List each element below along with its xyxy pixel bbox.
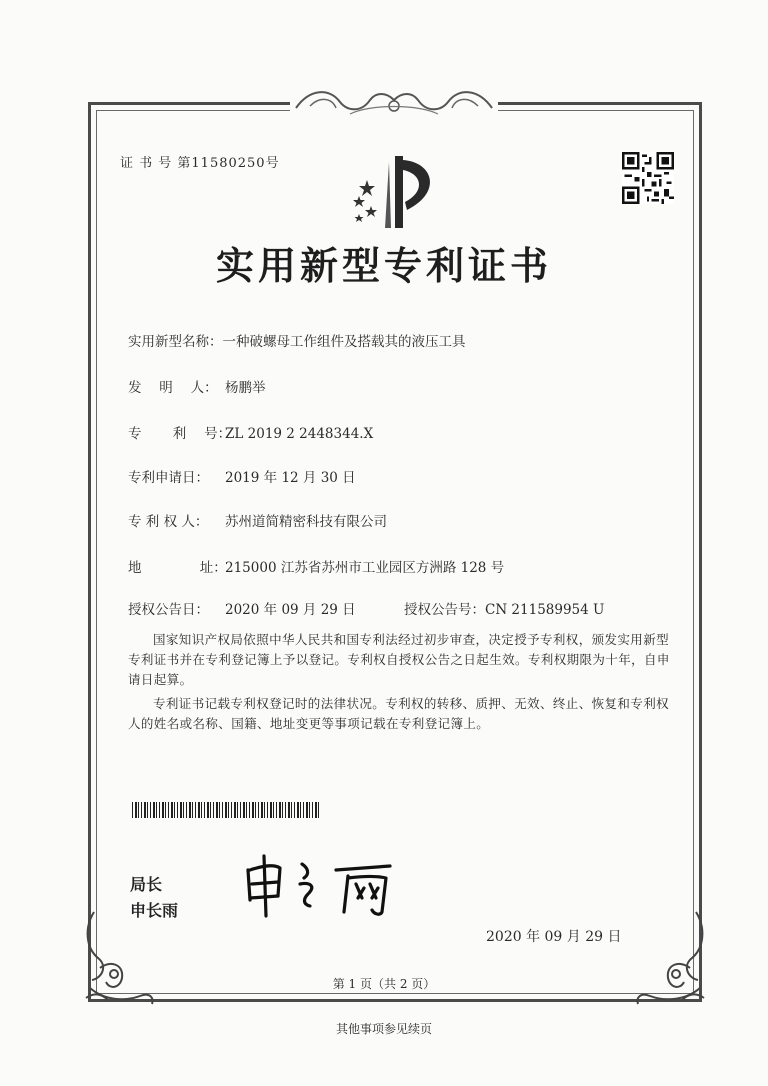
address-row xyxy=(128,556,504,576)
footer-note: 其他事项参见续页 xyxy=(335,1022,432,1036)
inventor-label: 发 明 人： xyxy=(128,380,218,396)
qr-code-icon xyxy=(622,152,674,204)
utility-name-label: 实用新型名称： xyxy=(128,334,223,350)
filing-date-value: 2019 年 12 月 30 日 xyxy=(225,470,356,486)
utility-name-value: 一种破螺母工作组件及搭载其的液压工具 xyxy=(222,334,466,350)
address-value: 215000 江苏省苏州市工业园区方洲路 128 号 xyxy=(225,560,505,576)
director-title: 局长 xyxy=(130,875,163,894)
grant-number-value: CN 211589954 U xyxy=(485,602,605,618)
body-paragraph-1: 国家知识产权局依照中华人民共和国专利法经过初步审查，决定授予专利权，颁发实用新型专利证书并在专利登记簿上予以登记。专利权自授权公告之日起生效。专利权期限为十年，自申请日起算。 xyxy=(128,632,670,687)
patent-number-label: 专 利 号： xyxy=(128,426,232,442)
director-name: 申长雨 xyxy=(130,901,179,920)
certificate-title: 实用新型专利证书 xyxy=(215,244,552,288)
patentee-row xyxy=(128,510,387,530)
inventor-value: 杨鹏举 xyxy=(225,380,266,396)
patentee-label: 专 利 权 人： xyxy=(128,514,209,530)
grant-date-label: 授权公告日： xyxy=(128,602,209,618)
grant-number-label: 授权公告号： xyxy=(404,602,485,618)
barcode-icon xyxy=(132,802,320,818)
address-label: 地 址： xyxy=(128,560,227,576)
signature-date: 2020 年 09 月 29 日 xyxy=(486,929,622,945)
cnipa-logo-icon xyxy=(345,152,445,232)
body-paragraph-2: 专利证书记载专利权登记时的法律状况。专利权的转移、质押、无效、终止、恢复和专利权人的姓名或名称、国籍、地址变更等事项记载在专利登记簿上。 xyxy=(128,696,670,731)
certificate-number: 证 书 号 第11580250号 xyxy=(120,156,280,171)
grant-number-row xyxy=(404,598,604,618)
page-number: 第 1 页（共 2 页） xyxy=(332,977,436,991)
handwritten-signature xyxy=(240,848,410,918)
utility-name-row xyxy=(128,330,466,350)
filing-date-label: 专利申请日： xyxy=(128,470,209,486)
grant-date-value: 2020 年 09 月 29 日 xyxy=(225,602,356,618)
patent-number-value: ZL 2019 2 2448344.X xyxy=(225,426,374,442)
grant-date-row xyxy=(128,598,356,618)
patentee-value: 苏州道简精密科技有限公司 xyxy=(225,514,387,530)
top-ornament-icon xyxy=(290,84,498,120)
patent-number-row xyxy=(128,422,373,442)
inventor-row xyxy=(128,376,266,396)
filing-date-row xyxy=(128,466,356,486)
